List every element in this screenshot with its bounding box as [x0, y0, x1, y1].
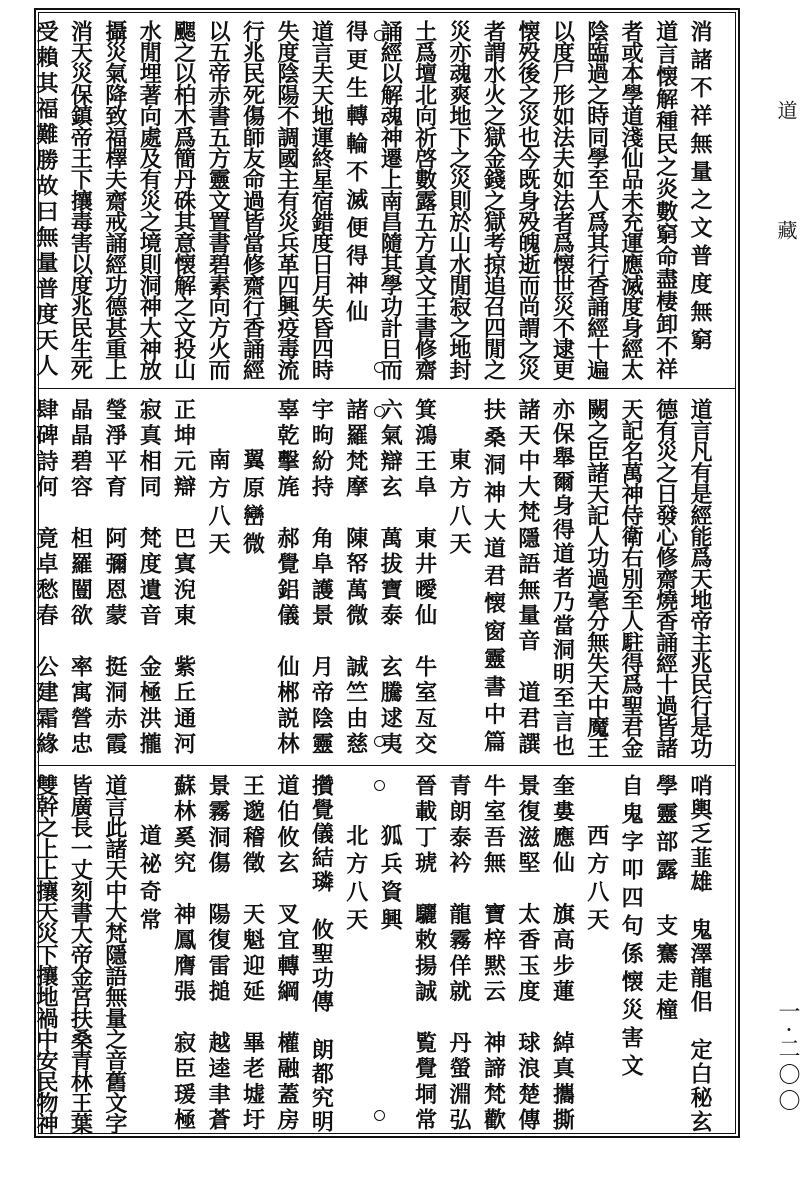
text-column: 攢覺儀結璘 攸聖功傳 朗都究明 — [308, 774, 335, 1134]
text-column: 颸之以柏木爲簡丹硃其意懐解之文投山 — [170, 20, 197, 381]
text-column: 景霧洞傷 陽復雷搥 越逵聿蒼 — [205, 774, 232, 1134]
text-column: 者謂水火之獄金錢之獄考掠追召四閒之 — [480, 20, 507, 381]
text-column: 得更生轉輪不滅便得神仙 — [342, 20, 369, 328]
text-column: 道言夫天地運終星宿錯度日月失昏四時 — [308, 20, 335, 381]
text-column: 北方八天 — [342, 824, 369, 936]
text-column: 水閒埋著向處及有災之境則洞神大神放 — [136, 20, 163, 381]
text-column: 學靈部露 支騫走橦 — [652, 774, 679, 1026]
text-column: 消天災保鎮帝王下攘毒害以度兆民生死 — [67, 20, 94, 381]
text-column: 蘇林奚究 神鳳膺張 寂臣瑗極 — [170, 774, 197, 1134]
punctuation-circle — [374, 362, 385, 373]
text-column: 道言懐解種民之炎數窮命盡棲卸不祥 — [652, 20, 679, 380]
text-column: 東方八天 — [446, 448, 473, 560]
text-column: 王邈稽徵 天魁迎延 畢老墟圩 — [239, 774, 266, 1134]
text-column: 翼原巒微 — [239, 448, 266, 560]
text-column: 牛室吾無 寶梓黙云 神諦梵歡 — [480, 774, 507, 1134]
text-column: 雙幹之上上攘天災下攘地禍中安民物神 — [33, 774, 59, 1135]
punctuation-circle — [374, 30, 385, 41]
text-column: 失度陰陽不調國主有災兵革四興疫毒流 — [273, 20, 300, 381]
text-column: 宇昫紛持 角阜護景 月帝陰靈 — [308, 398, 335, 758]
text-column: 六氣辯玄 萬拔寶泰 玄騰逑夷 — [377, 398, 404, 758]
text-column: 正坤元辯 巴寘淣東 紫丘通河 — [170, 398, 197, 758]
text-column: 箕鴻王阜 東井曖仙 牛室亙交 — [411, 398, 438, 758]
text-column: 行兆民死傷師友命過皆當修齋行香誦經 — [239, 20, 266, 381]
text-column: 皆廣長一丈刻書大帝金宮扶桑青林王葉 — [67, 774, 94, 1135]
text-column: 亦保舉爾身得道者乃當洞明至言也 — [549, 398, 576, 758]
text-column: 西方八天 — [583, 824, 610, 936]
text-column: 道言此諸天中大梵隱語無量之音舊文字 — [101, 774, 128, 1135]
text-column: 諸羅梵摩 陳帑萬微 誠竺由慈 — [342, 398, 369, 758]
text-column: 瑩淨平育 阿彌恩蒙 挺洞赤霞 — [101, 398, 128, 758]
text-column: 德有災之日發心修齋燒香誦經十過皆諸 — [652, 398, 679, 759]
text-column: 景復滋堅 太香玉度 球浪楚傳 — [514, 774, 541, 1134]
text-column: 攝災氣降致福檡夫齋戒誦經功德甚重上 — [101, 20, 128, 381]
text-column: 辜乾擊旄 郝覺鋁儀 仙郴説林 — [273, 398, 300, 758]
text-column: 道言凡有是經能爲天地帝主兆民行是功 — [687, 398, 713, 759]
text-column: 誦經以解魂神遷上南昌隨其學功計日而 — [377, 20, 404, 381]
text-column: 青朗泰衿 龍霧佯就 丹螢淵弘 — [446, 774, 473, 1134]
text-column: 晶晶碧容 柦羅闓欲 率寓營忠 — [67, 398, 94, 758]
text-column: 扶桑洞神大道君懐窗靈書中篇 — [480, 398, 507, 758]
text-column: 自鬼字叩四句係懐災害文 — [618, 774, 645, 1082]
text-column: 道祕奇常 — [136, 824, 163, 936]
text-column: 者或本學道淺仙品未充運應滅度身經太 — [618, 20, 645, 381]
punctuation-circle — [374, 1110, 385, 1121]
text-column: 諸天中大梵隱語無量音 道君譔 — [514, 398, 541, 758]
text-column: 晉載丁琥 驪敕揚誠 覧覺垌常 — [411, 774, 438, 1134]
text-column: 消諸不祥無量之文普度無窮 — [687, 20, 713, 356]
text-column: 土爲壇北向祈啓數露五方真文王書修齋 — [411, 20, 438, 381]
text-column: 陰臨過之時同學至人爲其行香誦經十遍 — [583, 20, 610, 381]
punctuation-circle — [374, 780, 385, 791]
text-column: 懐殁後之災也今既身殁魄逝而尚謂之災 — [514, 20, 541, 381]
text-column: 天記名萬神侍衛右別至人駐得爲聖君金 — [618, 398, 645, 759]
section-divider-1 — [38, 388, 736, 389]
side-title: 道 藏 — [774, 100, 798, 280]
punctuation-circle — [374, 736, 385, 747]
text-column: 哨輿乏韮雄 鬼澤龍佀 定白秘玄 — [687, 774, 713, 1134]
text-column: 以五帝赤書五方靈文置書碧素向方火而 — [205, 20, 232, 381]
text-column: 以度尸形如法夫如法者爲懐世災不逮更 — [549, 20, 576, 381]
page-number: 一·二〇〇 — [775, 1000, 800, 1115]
text-column: 狐兵資興 — [377, 824, 404, 936]
punctuation-circle — [374, 406, 385, 417]
text-column: 奎婁應仙 旗高步蓮 綽真攜撕 — [549, 774, 576, 1134]
text-column: 災亦魂爽地下之災則於山水閒寂之地封 — [446, 20, 473, 381]
text-column: 道伯攸玄 叉宜轉綱 權融蓋房 — [273, 774, 300, 1134]
text-column: 闕之臣諸天記人功過毫分無失天中魔王 — [583, 398, 610, 759]
text-column: 南方八天 — [205, 448, 232, 560]
text-column: 寂真相同 梵度遺音 金極洪攏 — [136, 398, 163, 758]
text-column: 受賴其福難勝故曰無量普度天人 — [33, 20, 59, 380]
section-divider-2 — [38, 765, 736, 766]
text-column: 肆碑詩何 竟卓愁春 公建霜緣 — [33, 398, 59, 758]
